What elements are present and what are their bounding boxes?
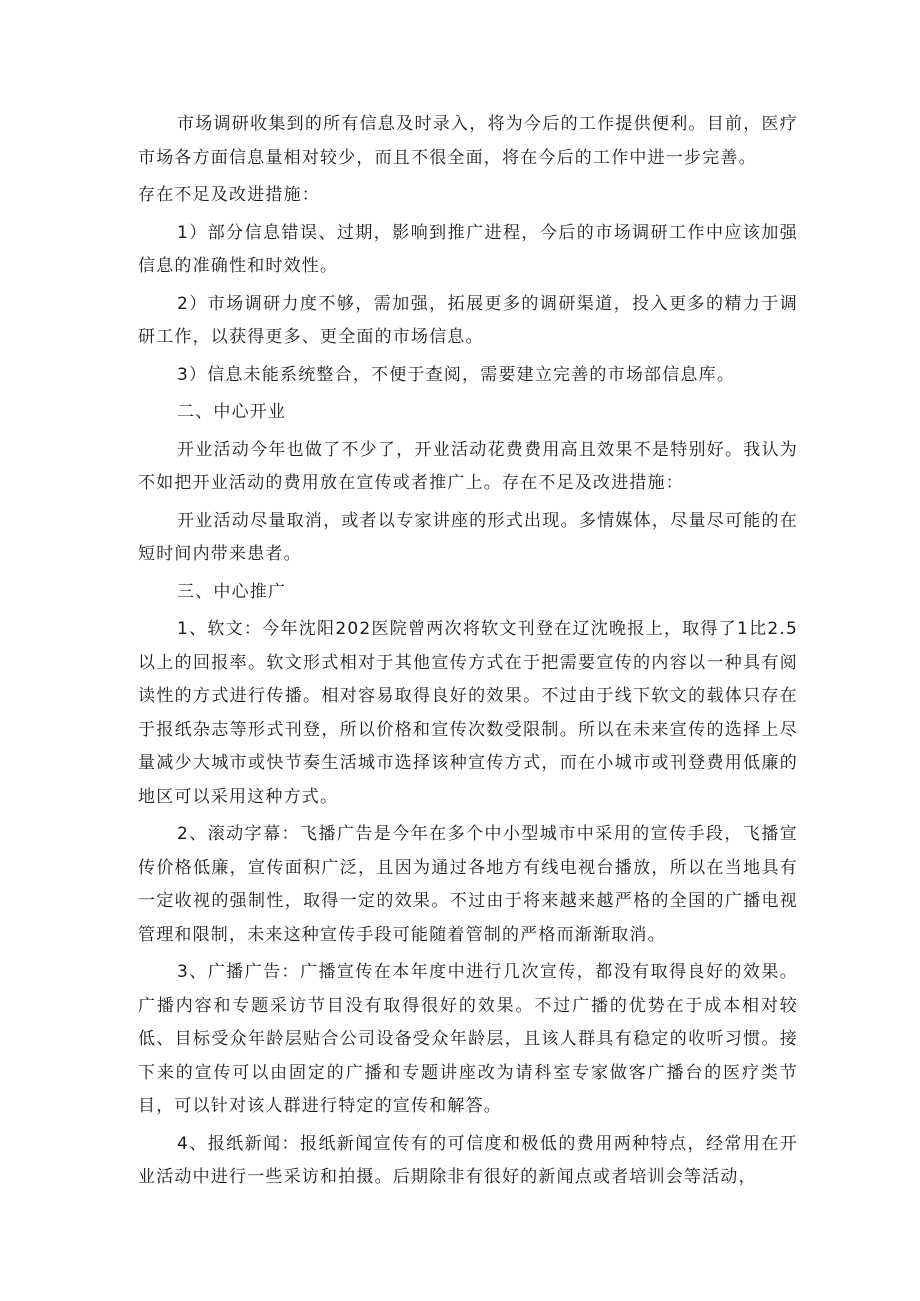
- section-heading-promotion: 三、中心推广: [177, 581, 287, 602]
- section-heading-opening: 二、中心开业: [177, 402, 287, 422]
- paragraph-opening-improvement: 开业活动尽量取消，或者以专家讲座的形式出现。多情媒体，尽量尽可能的在短时间内带来患者。: [138, 510, 798, 564]
- document-body: [138, 108, 798, 1199]
- paragraph-item-2: 2）市场调研力度不够，需加强，拓展更多的调研渠道，投入更多的精力于调研工作，以获得更多、更全面的市场信息。: [138, 293, 798, 347]
- paragraph-item-1: 1）部分信息错误、过期，影响到推广进程，今后的市场调研工作中应该加强信息的准确性和时效性。: [138, 222, 798, 276]
- paragraph-soft-article: 1、软文：今年沈阳202医院曾两次将软文刊登在辽沈晚报上，取得了1比2.5以上的回报率。软文形式相对于其他宣传方式在于把需要宣传的内容以一种具有阅读性的方式进行传播。相对容易取得良好的效果。不过由于线下软文的载体只存在于报纸杂志等形式刊登，所以价格和宣传次数受限制。所以在未来宣传的选择上尽量减少大城市或快节奏生活城市选择该种宣传方式，而在小城市或刊登费用低廉的地区可以采用这种方式。: [138, 619, 798, 807]
- paragraph-scrolling-subtitles: 2、滚动字幕：飞播广告是今年在多个中小型城市中采用的宣传手段，飞播宣传价格低廉，宣传面积广泛，且因为通过各地方有线电视台播放，所以在当地具有一定收视的强制性，取得一定的效果。不过由于将来越来越严格的全国的广播电视管理和限制，未来这种宣传手段可能随着管制的严格而渐渐取消。: [138, 824, 798, 945]
- paragraph-shortcomings-label: 存在不足及改进措施：: [138, 185, 320, 205]
- paragraph-opening-activities: 开业活动今年也做了不少了，开业活动花费费用高且效果不是特别好。我认为不如把开业活动的费用放在宣传或者推广上。存在不足及改进措施：: [138, 439, 798, 493]
- paragraph-market-research-intro: 市场调研收集到的所有信息及时录入，将为今后的工作提供便利。目前，医疗市场各方面信息量相对较少，而且不很全面，将在今后的工作中进一步完善。: [138, 114, 798, 168]
- paragraph-item-3: 3）信息未能系统整合，不便于查阅，需要建立完善的市场部信息库。: [177, 364, 736, 385]
- paragraph-newspaper-news: 4、报纸新闻：报纸新闻宣传有的可信度和极低的费用两种特点，经常用在开业活动中进行一些采访和拍摄。后期除非有很好的新闻点或者培训会等活动，: [138, 1133, 798, 1187]
- paragraph-radio-ads: 3、广播广告：广播宣传在本年度中进行几次宣传，都没有取得良好的效果。广播内容和专题采访节目没有取得很好的效果。不过广播的优势在于成本相对较低、目标受众年龄层贴合公司设备受众年龄层，且该人群具有稳定的收听习惯。接下来的宣传可以由固定的广播和专题讲座改为请科室专家做客广播台的医疗类节目，可以针对该人群进行特定的宣传和解答。: [138, 962, 798, 1116]
